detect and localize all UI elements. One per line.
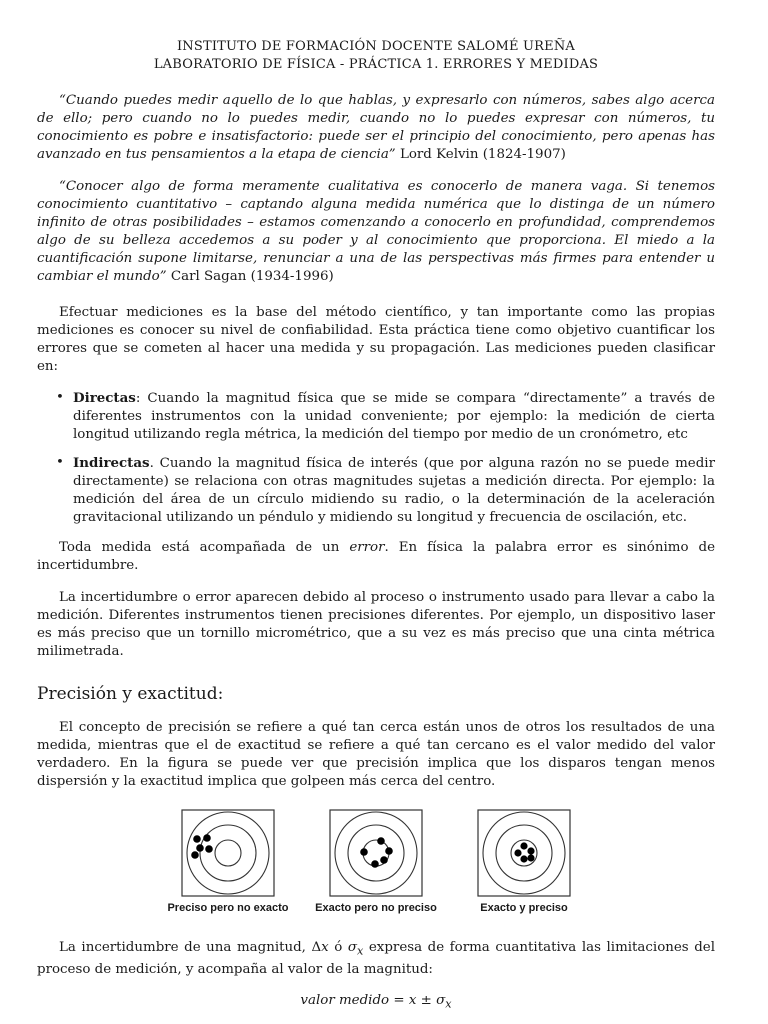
list-item xyxy=(37,454,715,527)
target-icon xyxy=(181,809,275,897)
kelvin-quote xyxy=(37,92,715,164)
target-icon xyxy=(329,809,423,897)
lab-title: LABORATORIO DE FÍSICA - PRÁCTICA 1. ERRORES Y MEDIDAS xyxy=(153,57,599,72)
target-exact-and-precise xyxy=(474,809,574,917)
term-separator: . xyxy=(149,456,154,472)
target-icon xyxy=(477,809,571,897)
section-title: Precisión y exactitud: xyxy=(37,684,224,705)
document-header xyxy=(37,38,715,74)
formula-lhs: valor medido xyxy=(300,993,390,1009)
list-item xyxy=(37,389,715,444)
precision-figure xyxy=(37,809,715,917)
bullet-icon: • xyxy=(56,390,64,406)
formula-plus-minus: ± xyxy=(416,993,437,1009)
sigma-subscript: x xyxy=(357,945,364,959)
delta-symbol: Δ xyxy=(311,940,322,956)
text-before: La incertidumbre de una magnitud, xyxy=(59,940,312,956)
bullet-icon: • xyxy=(56,455,64,471)
text-before: Toda medida está acompañada de un xyxy=(59,540,350,556)
quote-text: “Conocer algo de forma meramente cualitativa es conocerlo de manera vaga. Si tenemos conocimiento cuantitativo – captando alguna medida numérica que lo distinga de un número infinito de otras posibilidades – estamos comenzando a conocerlo en profundidad, comprendemos algo de su belleza accedemos a su poder y al conocimiento que proporciona. El miedo a la cuantificación supone limitarse, renunciar a una de las perspectivas más firmes para entender u cambiar el mundo” xyxy=(37,179,715,284)
institution-title: INSTITUTO DE FORMACIÓN DOCENTE SALOMÉ UREÑA xyxy=(176,39,576,54)
quote-text: “Cuando puedes medir aquello de lo que hablas, y expresarlo con números, sabes algo acerca de ello; pero cuando no lo puedes medir, cuando no lo puedes expresar con números, tu conocimiento es pobre e insatisfactorio: puede ser el principio del conocimiento, pero apenas has avanzado en tus pensamientos a la etapa de ciencia” xyxy=(37,93,715,162)
term-separator: : xyxy=(135,391,141,407)
sagan-quote xyxy=(37,178,715,286)
target-precise-not-exact xyxy=(167,809,289,917)
text-mid: ó xyxy=(328,940,348,956)
text-after: . En física la palabra error es sinónimo de incertidumbre. xyxy=(37,540,715,574)
uncertainty-paragraph xyxy=(37,939,715,979)
intro-paragraph: Efectuar mediciones es la base del método científico, y tan importante como las propias mediciones es conocer su nivel de confiabilidad. Esta práctica tiene como objetivo cuantificar los errores que se cometen al hacer una medida y su propagación. Las mediciones pueden clasificar en: xyxy=(37,305,715,374)
list-item-text: Cuando la magnitud física de interés (que por alguna razón no se puede medir directamente) se relaciona con otras magnitudes sujetas a medición directa. Por ejemplo: la medición del área de un círculo midiendo su radio, o la determinación de la aceleración gravitacional utilizando un péndulo y midiendo su longitud y frecuencia de oscilación, etc. xyxy=(73,456,715,526)
figure-caption: Exacto y preciso xyxy=(480,902,568,915)
formula-equals: = xyxy=(389,993,409,1009)
instruments-paragraph: La incertidumbre o error aparecen debido al proceso o instrumento usado para llevar a cabo la medición. Diferentes instrumentos tienen precisiones diferentes. Por ejemplo, un dispositivo laser es más preciso que un tornillo micrométrico, que a su vez es más preciso que una cinta métrica milimetrada. xyxy=(37,590,715,660)
formula-sigma: σ xyxy=(436,993,446,1009)
quote-author: Carl Sagan (1934-1996) xyxy=(170,269,334,284)
error-paragraph xyxy=(37,539,715,575)
formula-subscript: x xyxy=(445,998,452,1012)
sigma-symbol: σ xyxy=(347,940,358,956)
list-item-text: Cuando la magnitud física que se mide se compara “directamente” a través de diferentes instrumentos con la unidad conveniente; por ejemplo: la medición de cierta longitud utilizando regla métrica, la medición del tiempo por medio de un cronómetro, etc xyxy=(73,391,715,443)
term-indirect: Indirectas xyxy=(73,455,150,472)
formula-x: x xyxy=(408,993,417,1009)
variable-x: x xyxy=(321,940,329,956)
figure-caption: Exacto pero no preciso xyxy=(315,902,437,915)
measurement-formula xyxy=(37,992,715,1014)
term-direct: Directas xyxy=(73,390,136,407)
text-after: expresa de forma cuantitativa las limitaciones del proceso de medición, y acompaña al valor de la magnitud: xyxy=(37,940,715,978)
figure-caption: Preciso pero no exacto xyxy=(167,902,289,915)
target-exact-not-precise xyxy=(315,809,437,917)
quote-author: Lord Kelvin (1824-1907) xyxy=(399,147,566,162)
document-page xyxy=(37,38,715,1014)
error-term: error xyxy=(349,540,385,556)
measurement-types-list xyxy=(37,389,715,527)
precision-paragraph: El concepto de precisión se refiere a qué tan cerca están unos de otros los resultados de una medida, mientras que el de exactitud se refiere a qué tan cercano es el valor medido del valor verdadero. En la figura se puede ver que precisión implica que los disparos tengan menos dispersión y la exactitud implica que golpeen más cerca del centro. xyxy=(37,720,715,790)
